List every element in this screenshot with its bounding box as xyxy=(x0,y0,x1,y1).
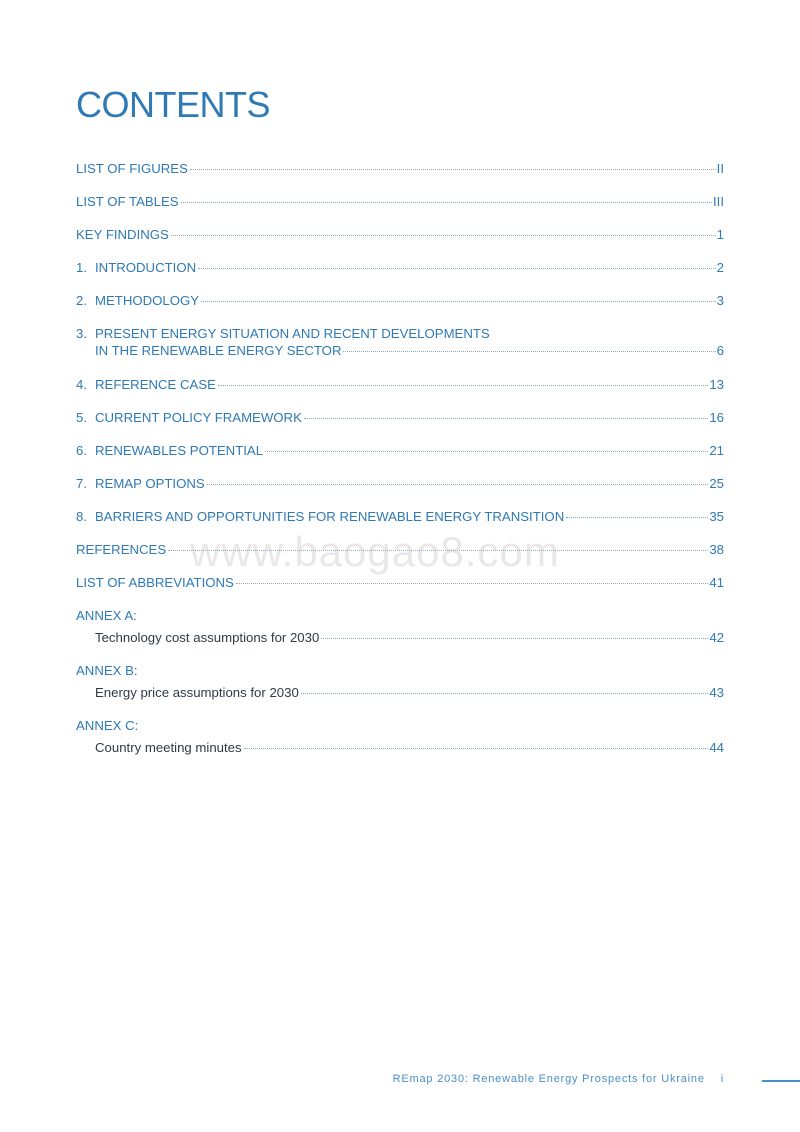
dot-leader xyxy=(304,418,708,419)
annex-c-heading: ANNEX C: xyxy=(76,718,139,733)
footer-page-number: i xyxy=(720,1073,724,1085)
annex-a-heading: ANNEX A: xyxy=(76,608,137,623)
toc-page-number: 16 xyxy=(709,410,724,425)
dot-leader xyxy=(301,693,709,694)
toc-page-number: 35 xyxy=(709,509,724,524)
toc-page-number: 43 xyxy=(709,685,724,700)
dot-leader xyxy=(201,301,716,302)
dot-leader xyxy=(265,451,708,452)
toc-entry-annex-c[interactable] xyxy=(76,735,724,768)
toc-entry-label: CURRENT POLICY FRAMEWORK xyxy=(95,410,302,425)
dot-leader xyxy=(343,351,715,352)
annex-b-heading: ANNEX B: xyxy=(76,663,138,678)
toc-entry-label: METHODOLOGY xyxy=(95,293,200,308)
toc-entry-label-block xyxy=(95,325,724,359)
toc-entry-list-of-figures[interactable] xyxy=(76,156,724,189)
toc-chapter-number: 1. xyxy=(76,260,87,275)
toc-page-number: 42 xyxy=(709,630,724,645)
toc-entry-label: LIST OF FIGURES xyxy=(76,161,188,176)
table-of-contents xyxy=(76,156,724,768)
toc-page-number: 25 xyxy=(709,476,724,491)
toc-page-number: 38 xyxy=(709,542,724,557)
dot-leader xyxy=(218,385,708,386)
dot-leader xyxy=(236,583,709,584)
dot-leader xyxy=(198,268,716,269)
toc-page-number: III xyxy=(713,194,724,209)
toc-chapter-number: 3. xyxy=(76,326,87,341)
toc-entry-references[interactable] xyxy=(76,537,724,570)
toc-entry-introduction[interactable] xyxy=(76,255,724,288)
annex-item-label: Energy price assumptions for 2030 xyxy=(95,685,299,700)
toc-entry-label: INTRODUCTION xyxy=(95,260,197,275)
dot-leader xyxy=(244,748,709,749)
dot-leader xyxy=(190,169,716,170)
toc-page-number: 41 xyxy=(709,575,724,590)
footer-report-title: REmap 2030: Renewable Energy Prospects for Ukraine xyxy=(392,1073,705,1085)
dot-leader xyxy=(171,235,716,236)
toc-entry-remap-options[interactable] xyxy=(76,471,724,504)
toc-entry-label: KEY FINDINGS xyxy=(76,227,169,242)
toc-entry-reference-case[interactable] xyxy=(76,372,724,405)
toc-entry-label: LIST OF ABBREVIATIONS xyxy=(76,575,234,590)
annex-item-label: Technology cost assumptions for 2030 xyxy=(95,630,320,645)
toc-entry-label-line1: PRESENT ENERGY SITUATION AND RECENT DEVELOPMENTS xyxy=(95,326,490,341)
toc-entry-list-of-abbreviations[interactable] xyxy=(76,570,724,603)
toc-entry-key-findings[interactable] xyxy=(76,222,724,255)
toc-entry-renewables-potential[interactable] xyxy=(76,438,724,471)
annex-item-label: Country meeting minutes xyxy=(95,740,242,755)
toc-entry-label: REFERENCES xyxy=(76,542,167,557)
toc-page-number: 44 xyxy=(709,740,724,755)
toc-page-number: 6 xyxy=(716,343,724,358)
page-footer xyxy=(393,1073,724,1085)
toc-page-number: 3 xyxy=(716,293,724,308)
toc-page-number: 1 xyxy=(716,227,724,242)
page-title: CONTENTS xyxy=(76,84,270,125)
watermark: www.baogao8.com xyxy=(190,528,560,575)
toc-entry-label: BARRIERS AND OPPORTUNITIES FOR RENEWABLE ENERGY TRANSITION xyxy=(95,509,565,524)
toc-page-number: II xyxy=(716,161,724,176)
toc-entry-line2 xyxy=(95,342,724,359)
toc-entry-current-policy-framework[interactable] xyxy=(76,405,724,438)
toc-entry-annex-a[interactable] xyxy=(76,625,724,658)
dot-leader xyxy=(168,550,708,551)
toc-entry-label: RENEWABLES POTENTIAL xyxy=(95,443,264,458)
dot-leader xyxy=(181,202,712,203)
toc-chapter-number: 8. xyxy=(76,509,87,524)
toc-entry-present-energy-situation[interactable] xyxy=(76,321,724,372)
toc-entry-label: REMAP OPTIONS xyxy=(95,476,205,491)
toc-chapter-number: 7. xyxy=(76,476,87,491)
footer-rule xyxy=(762,1080,800,1082)
toc-chapter-number: 2. xyxy=(76,293,87,308)
toc-entry-label: REFERENCE CASE xyxy=(95,377,216,392)
toc-page-number: 2 xyxy=(716,260,724,275)
toc-entry-list-of-tables[interactable] xyxy=(76,189,724,222)
toc-entry-annex-b[interactable] xyxy=(76,680,724,713)
dot-leader xyxy=(207,484,709,485)
toc-entry-methodology[interactable] xyxy=(76,288,724,321)
toc-page-number: 21 xyxy=(709,443,724,458)
dot-leader xyxy=(321,638,708,639)
toc-chapter-number: 6. xyxy=(76,443,87,458)
toc-entry-label: LIST OF TABLES xyxy=(76,194,179,209)
toc-chapter-number: 4. xyxy=(76,377,87,392)
toc-page-number: 13 xyxy=(709,377,724,392)
toc-chapter-number: 5. xyxy=(76,410,87,425)
toc-entry-barriers-and-opportunities[interactable] xyxy=(76,504,724,537)
dot-leader xyxy=(566,517,708,518)
toc-entry-label-line2: IN THE RENEWABLE ENERGY SECTOR xyxy=(95,343,342,358)
